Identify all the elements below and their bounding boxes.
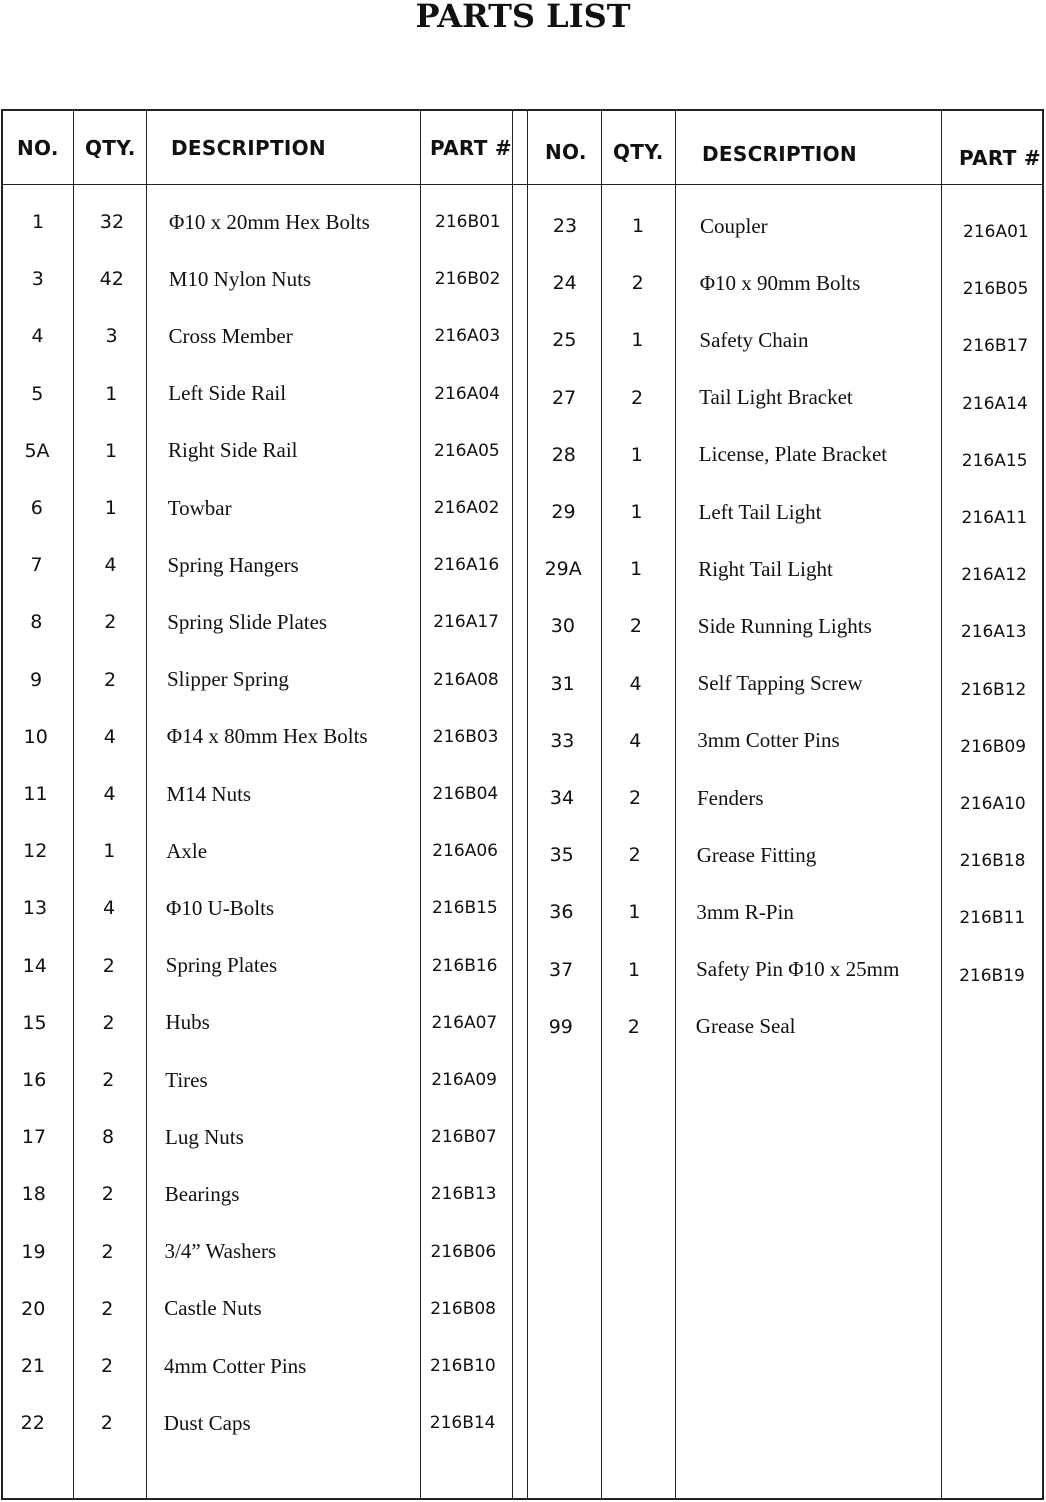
- item-part-number: 216A03: [434, 326, 501, 347]
- item-number: 16: [22, 1069, 47, 1091]
- item-description: M10 Nylon Nuts: [168, 266, 312, 291]
- item-part-number: 216B16: [431, 955, 498, 976]
- item-quantity: 2: [628, 787, 642, 809]
- item-part-number: 216B19: [959, 965, 1025, 986]
- item-part-number: 216A10: [960, 794, 1026, 814]
- header-qty-left: QTY.: [85, 135, 136, 160]
- header-no-right: NO.: [545, 139, 587, 164]
- item-part-number: 216B15: [432, 898, 498, 919]
- item-quantity: 2: [627, 1015, 640, 1038]
- header-part-left: PART #: [430, 135, 512, 160]
- header-no-left: NO.: [17, 135, 59, 160]
- column-divider: [527, 111, 528, 1498]
- item-quantity: 2: [631, 272, 644, 295]
- item-quantity: 2: [102, 954, 115, 977]
- header-qty-right: QTY.: [613, 139, 664, 164]
- item-quantity: 3: [105, 325, 118, 348]
- item-number: 3: [31, 268, 44, 291]
- item-quantity: 1: [630, 558, 643, 581]
- item-description: Fenders: [697, 785, 764, 810]
- item-description: 3mm Cotter Pins: [697, 728, 840, 753]
- item-quantity: 4: [102, 897, 116, 920]
- item-quantity: 2: [629, 615, 642, 638]
- item-description: Axle: [166, 838, 208, 863]
- item-quantity: 1: [630, 501, 643, 523]
- item-number: 29A: [544, 558, 582, 581]
- item-number: 23: [552, 215, 578, 237]
- item-quantity: 2: [102, 1011, 115, 1034]
- item-description: 4mm Cotter Pins: [164, 1353, 307, 1378]
- item-description: Φ10 U-Bolts: [166, 895, 275, 920]
- item-part-number: 216B05: [962, 279, 1029, 300]
- item-quantity: 2: [100, 1412, 113, 1435]
- item-part-number: 216B18: [959, 851, 1026, 872]
- item-number: 37: [549, 958, 574, 981]
- item-quantity: 2: [101, 1183, 114, 1206]
- item-number: 19: [21, 1240, 46, 1263]
- item-quantity: 1: [631, 215, 645, 237]
- item-number: 11: [23, 783, 48, 805]
- item-number: 12: [23, 840, 48, 863]
- item-part-number: 216A06: [432, 841, 498, 862]
- parts-table: [1, 109, 1044, 1500]
- item-number: 17: [21, 1126, 47, 1149]
- item-description: Bearings: [164, 1181, 240, 1206]
- item-part-number: 216A02: [433, 498, 500, 518]
- column-divider: [512, 111, 513, 1498]
- item-quantity: 4: [103, 725, 116, 748]
- item-description: Φ10 x 90mm Bolts: [699, 270, 861, 295]
- item-quantity: 2: [102, 1069, 115, 1091]
- item-part-number: 216B01: [435, 212, 501, 232]
- item-quantity: 4: [629, 729, 642, 752]
- item-quantity: 1: [628, 901, 641, 924]
- column-divider: [601, 111, 602, 1498]
- item-quantity: 2: [104, 611, 117, 634]
- item-part-number: 216B12: [960, 679, 1027, 700]
- item-quantity: 2: [101, 1297, 114, 1320]
- item-number: 15: [22, 1011, 47, 1034]
- item-description: Grease Fitting: [696, 842, 817, 867]
- item-part-number: 216B13: [430, 1184, 497, 1205]
- item-description: Right Side Rail: [168, 438, 298, 463]
- column-divider: [146, 111, 147, 1498]
- item-number: 8: [30, 611, 43, 634]
- item-quantity: 1: [104, 497, 117, 519]
- item-description: Φ10 x 20mm Hex Bolts: [169, 209, 370, 234]
- item-number: 25: [552, 329, 577, 352]
- item-description: Left Side Rail: [168, 381, 287, 406]
- item-part-number: 216A14: [962, 393, 1028, 414]
- item-number: 24: [552, 272, 577, 295]
- header-description-right: DESCRIPTION: [702, 141, 857, 166]
- header-divider: [3, 184, 1042, 185]
- item-part-number: 216B06: [430, 1241, 497, 1262]
- item-description: Cross Member: [168, 323, 293, 348]
- item-number: 4: [31, 325, 44, 348]
- item-part-number: 216A07: [431, 1012, 498, 1033]
- item-description: Spring Slide Plates: [167, 609, 328, 634]
- item-description: Left Tail Light: [698, 499, 822, 524]
- item-number: 20: [21, 1297, 46, 1320]
- page-title: PARTS LIST: [415, 0, 631, 35]
- header-part-right: PART #: [959, 145, 1041, 170]
- item-number: 1: [31, 211, 45, 233]
- item-description: Tail Light Bracket: [699, 385, 853, 410]
- column-divider: [420, 111, 421, 1498]
- header-description-left: DESCRIPTION: [171, 135, 326, 160]
- item-number: 5: [31, 382, 44, 405]
- item-number: 30: [550, 615, 575, 638]
- item-part-number: 216B03: [432, 726, 499, 747]
- item-description: M14 Nuts: [166, 781, 252, 806]
- item-quantity: 1: [630, 443, 643, 466]
- item-number: 34: [549, 787, 575, 809]
- item-quantity: 2: [101, 1240, 114, 1263]
- item-quantity: 4: [103, 783, 116, 805]
- item-description: 3/4” Washers: [164, 1239, 277, 1264]
- item-number: 99: [548, 1015, 573, 1038]
- item-number: 29: [551, 501, 576, 523]
- item-description: Dust Caps: [163, 1410, 251, 1435]
- item-number: 5A: [24, 439, 50, 462]
- item-description: Towbar: [167, 495, 232, 520]
- item-number: 9: [29, 668, 43, 691]
- item-description: Spring Hangers: [167, 552, 299, 577]
- item-description: Grease Seal: [695, 1014, 796, 1039]
- item-part-number: 216B10: [430, 1356, 496, 1376]
- item-part-number: 216A08: [433, 669, 499, 690]
- item-description: Self Tapping Screw: [697, 671, 863, 696]
- item-part-number: 216A11: [961, 508, 1028, 528]
- item-number: 28: [551, 443, 576, 466]
- item-description: Castle Nuts: [164, 1296, 262, 1321]
- item-quantity: 4: [104, 554, 117, 577]
- item-description: Right Tail Light: [698, 556, 833, 581]
- item-quantity: 1: [105, 382, 118, 405]
- column-divider: [941, 111, 942, 1498]
- item-number: 35: [549, 844, 574, 867]
- item-number: 13: [22, 897, 48, 920]
- item-number: 21: [20, 1355, 46, 1377]
- item-quantity: 42: [99, 268, 124, 291]
- item-number: 18: [21, 1183, 46, 1206]
- item-description: Tires: [165, 1067, 208, 1092]
- item-quantity: 32: [99, 211, 125, 233]
- item-number: 33: [550, 729, 575, 752]
- item-description: Safety Chain: [699, 327, 809, 352]
- item-number: 22: [20, 1412, 45, 1435]
- column-divider: [675, 111, 676, 1498]
- item-description: License, Plate Bracket: [698, 442, 888, 467]
- item-quantity: 8: [101, 1126, 115, 1149]
- item-number: 31: [550, 672, 575, 695]
- column-divider: [73, 111, 74, 1498]
- item-description: Slipper Spring: [167, 667, 289, 692]
- item-description: Coupler: [700, 213, 768, 238]
- item-number: 10: [23, 725, 48, 748]
- item-part-number: 216A05: [434, 440, 500, 461]
- item-part-number: 216B14: [429, 1413, 496, 1434]
- item-description: Lug Nuts: [165, 1124, 244, 1149]
- item-part-number: 216A01: [963, 222, 1029, 242]
- item-part-number: 216A09: [431, 1070, 497, 1090]
- item-number: 6: [30, 497, 43, 519]
- item-quantity: 2: [628, 844, 641, 867]
- item-quantity: 1: [103, 840, 116, 863]
- item-part-number: 216A04: [434, 383, 500, 404]
- item-quantity: 1: [628, 958, 641, 981]
- item-part-number: 216A13: [960, 622, 1027, 643]
- item-part-number: 216A17: [433, 612, 499, 633]
- item-quantity: 2: [103, 668, 117, 691]
- item-number: 7: [30, 554, 43, 577]
- item-description: Spring Plates: [165, 953, 278, 978]
- item-quantity: 1: [631, 329, 644, 352]
- item-part-number: 216A16: [433, 555, 500, 576]
- item-quantity: 1: [104, 439, 118, 462]
- item-description: Φ14 x 80mm Hex Bolts: [166, 724, 368, 749]
- item-part-number: 216B04: [432, 784, 499, 804]
- item-part-number: 216B02: [434, 269, 501, 290]
- item-number: 27: [552, 386, 577, 409]
- item-number: 36: [549, 901, 574, 924]
- item-quantity: 2: [631, 386, 644, 409]
- item-quantity: 2: [100, 1355, 114, 1377]
- item-part-number: 216B08: [430, 1298, 496, 1319]
- item-part-number: 216A12: [961, 565, 1027, 586]
- item-part-number: 216B17: [962, 336, 1029, 357]
- item-number: 14: [22, 954, 47, 977]
- item-description: 3mm R-Pin: [696, 899, 794, 924]
- item-description: Hubs: [165, 1010, 210, 1035]
- item-part-number: 216B09: [960, 736, 1027, 757]
- item-part-number: 216B07: [431, 1127, 497, 1148]
- item-quantity: 4: [629, 672, 642, 695]
- item-description: Safety Pin Φ10 x 25mm: [696, 957, 900, 982]
- item-part-number: 216B11: [959, 908, 1026, 929]
- item-part-number: 216A15: [961, 450, 1028, 471]
- item-description: Side Running Lights: [697, 613, 872, 638]
